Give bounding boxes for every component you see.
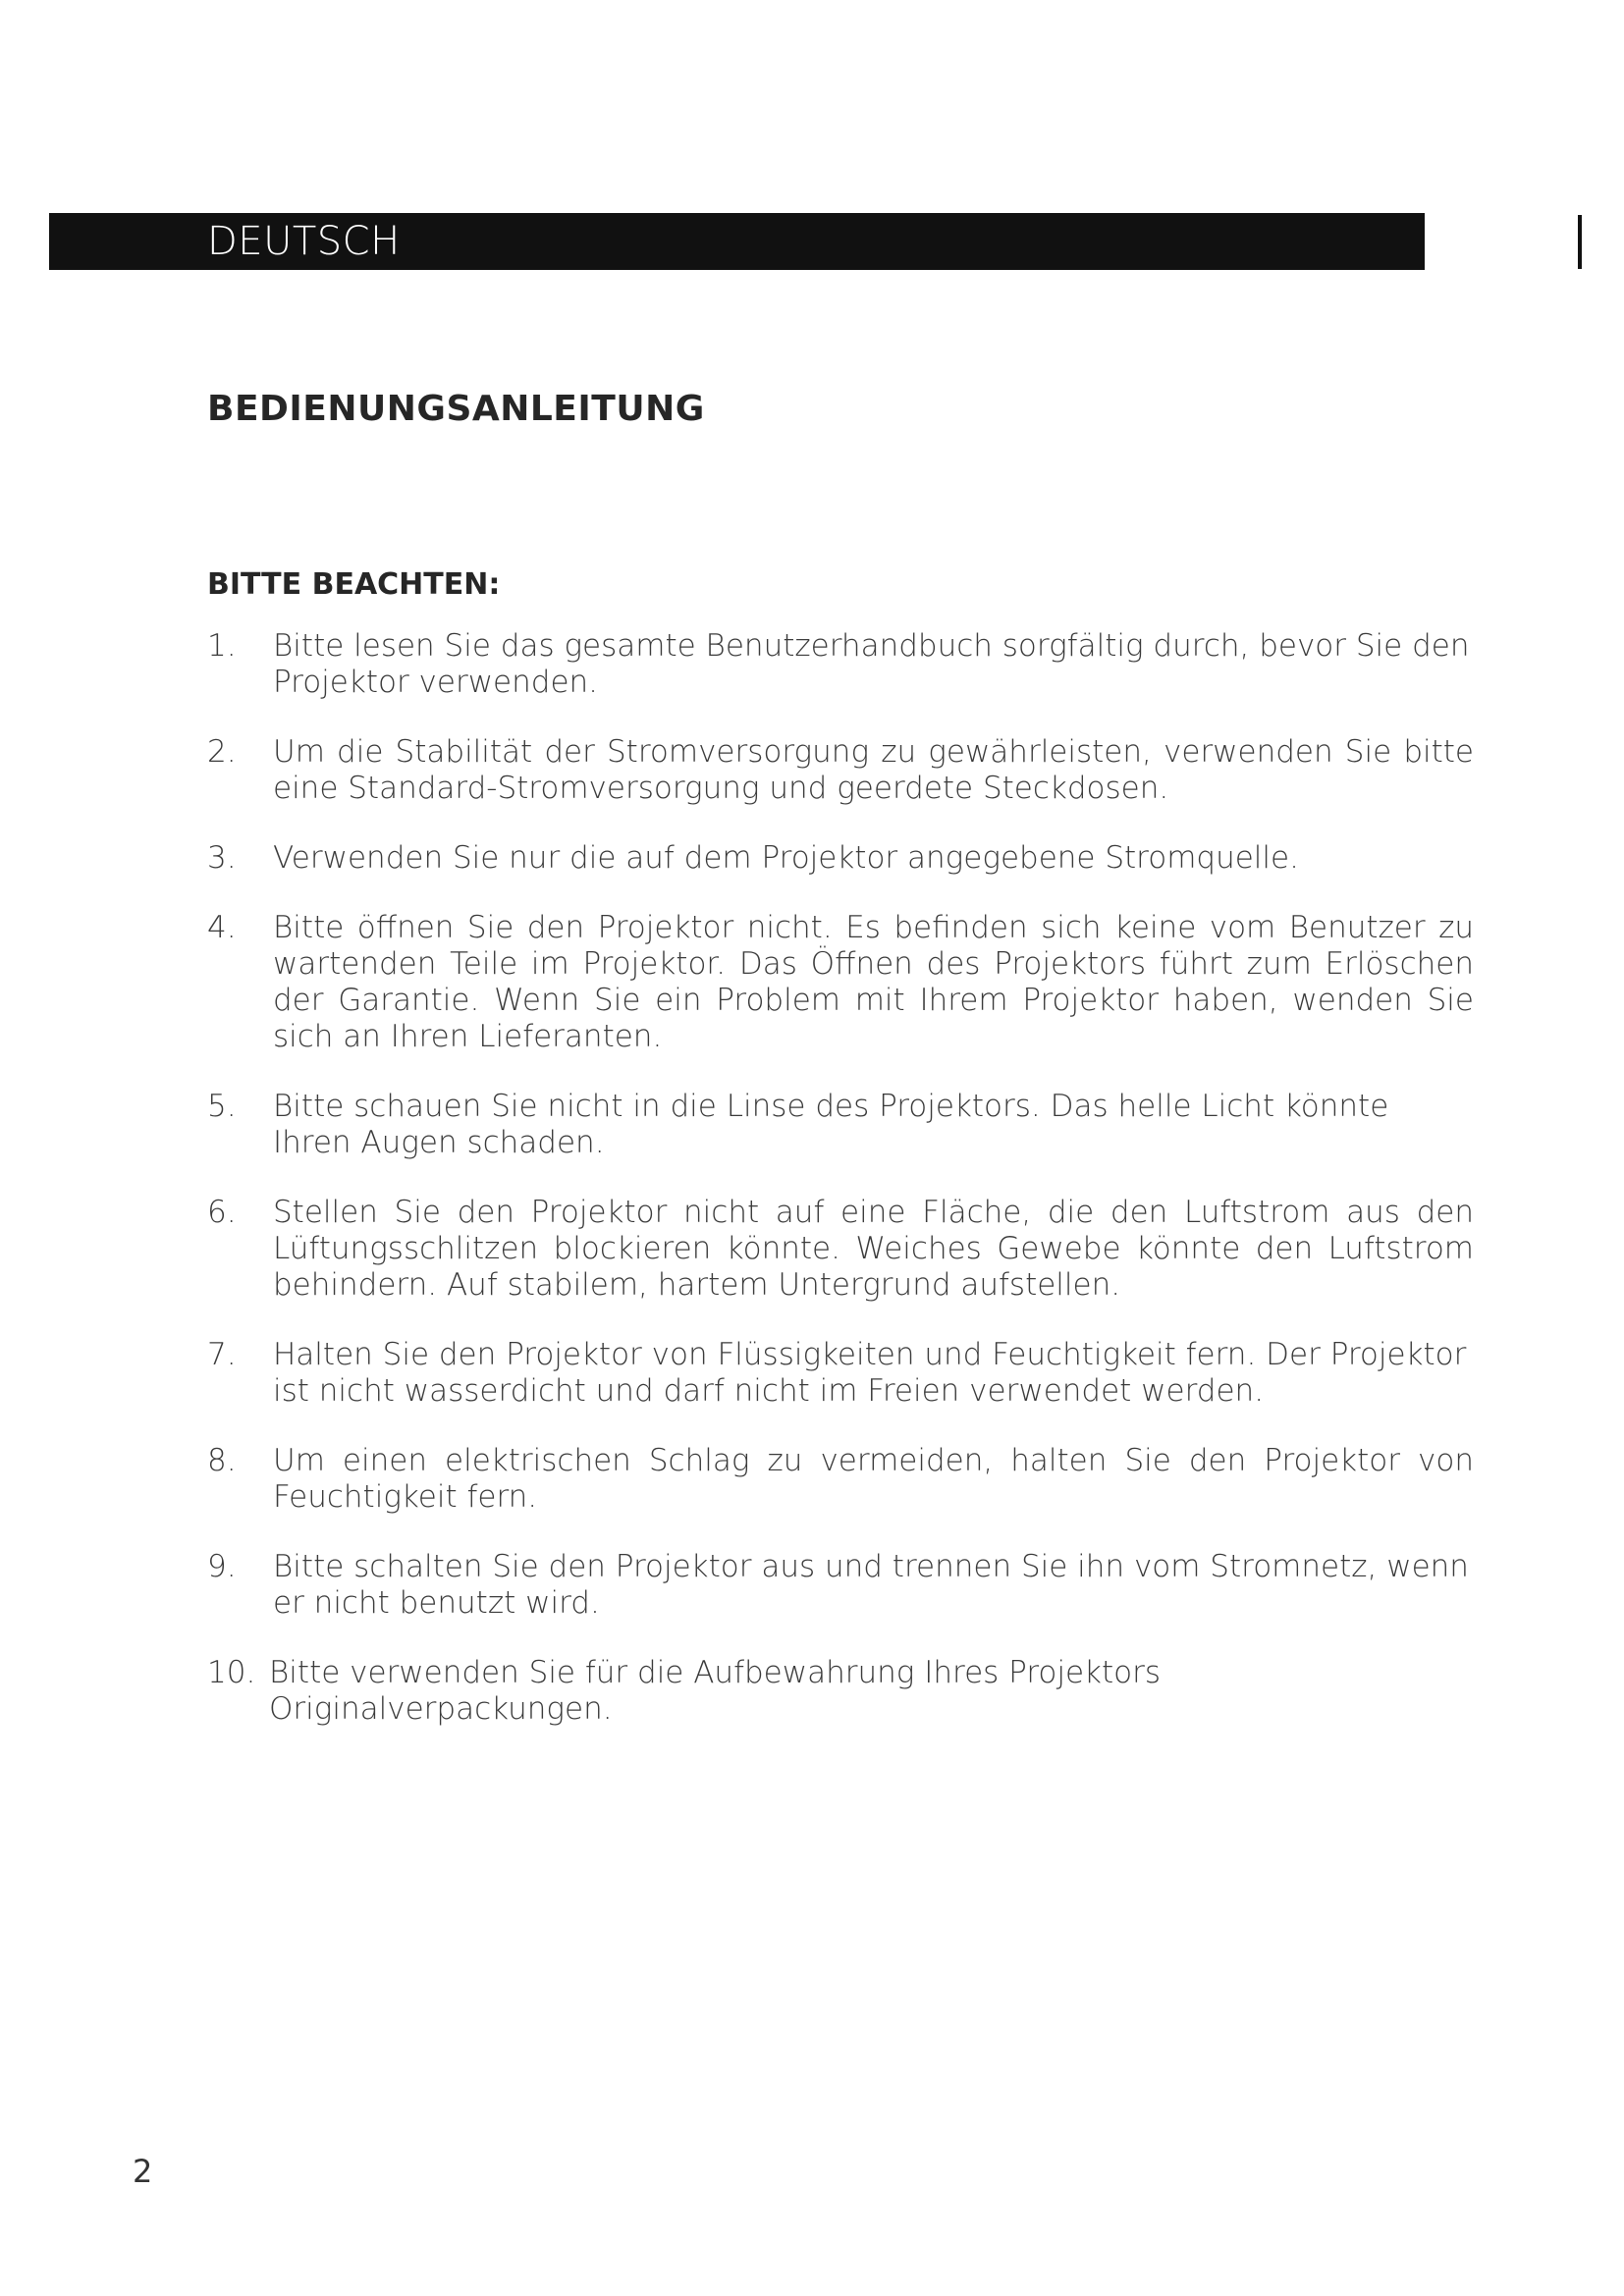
item-number: 5.	[207, 1089, 237, 1124]
item-text: Um die Stabilität der Stromversorgung zu gewährleisten, verwenden Sie bitte eine Standard-Stromversorgung und geerdete Steckdosen.	[273, 734, 1474, 806]
list-item	[207, 1195, 1474, 1304]
item-text: Halten Sie den Projektor von Flüssigkeiten und Feuchtigkeit fern. Der Projektor ist nicht wasserdicht und darf nicht im Freien verwendet werden.	[273, 1337, 1467, 1409]
page-number: 2	[133, 2153, 153, 2190]
list-item	[207, 840, 1474, 877]
item-text: Bitte schauen Sie nicht in die Linse des Projektors. Das helle Licht könnte Ihren Augen schaden.	[273, 1089, 1389, 1160]
list-item	[207, 734, 1474, 807]
list-item	[207, 1549, 1474, 1622]
item-number: 8.	[207, 1443, 237, 1478]
item-text: Bitte schalten Sie den Projektor aus und trennen Sie ihn vom Stromnetz, wenn er nicht benutzt wird.	[273, 1549, 1469, 1621]
language-label: DEUTSCH	[207, 219, 401, 264]
item-number: 4.	[207, 910, 237, 945]
list-item	[207, 1655, 1474, 1728]
list-item	[207, 628, 1474, 701]
item-number: 7.	[207, 1337, 237, 1372]
manual-title: BEDIENUNGSANLEITUNG	[207, 389, 705, 429]
margin-marker	[1578, 215, 1582, 269]
notice-heading: BITTE BEACHTEN:	[207, 567, 501, 602]
item-number: 9.	[207, 1549, 237, 1584]
item-number: 1.	[207, 628, 237, 664]
item-number: 2.	[207, 734, 237, 770]
item-number: 6.	[207, 1195, 237, 1230]
list-item	[207, 1443, 1474, 1516]
item-text: Verwenden Sie nur die auf dem Projektor angegebene Stromquelle.	[273, 840, 1299, 876]
list-item	[207, 1337, 1474, 1410]
language-header-bar	[49, 213, 1425, 270]
item-text: Stellen Sie den Projektor nicht auf eine Fläche, die den Luftstrom aus den Lüftungsschlitzen blockieren könnte. Weiches Gewebe könnte den Luftstrom behindern. Auf stabilem, hartem Untergrund aufstellen.	[273, 1195, 1474, 1303]
item-text: Bitte lesen Sie das gesamte Benutzerhandbuch sorgfältig durch, bevor Sie den Projektor verwenden.	[273, 628, 1470, 700]
list-item	[207, 910, 1474, 1055]
notice-list	[207, 628, 1474, 1761]
item-text: Bitte verwenden Sie für die Aufbewahrung Ihres Projektors Originalverpackungen.	[269, 1655, 1162, 1727]
item-text: Um einen elektrischen Schlag zu vermeiden, halten Sie den Projektor von Feuchtigkeit fern.	[273, 1443, 1474, 1515]
item-number: 3.	[207, 840, 237, 876]
list-item	[207, 1089, 1474, 1161]
item-number: 10.	[207, 1655, 256, 1690]
item-text: Bitte öffnen Sie den Projektor nicht. Es befinden sich keine vom Benutzer zu wartenden Teile im Projektor. Das Öffnen des Projektors führt zum Erlöschen der Garantie. Wenn Sie ein Problem mit Ihrem Projektor haben, wenden Sie sich an Ihren Lieferanten.	[273, 910, 1474, 1054]
